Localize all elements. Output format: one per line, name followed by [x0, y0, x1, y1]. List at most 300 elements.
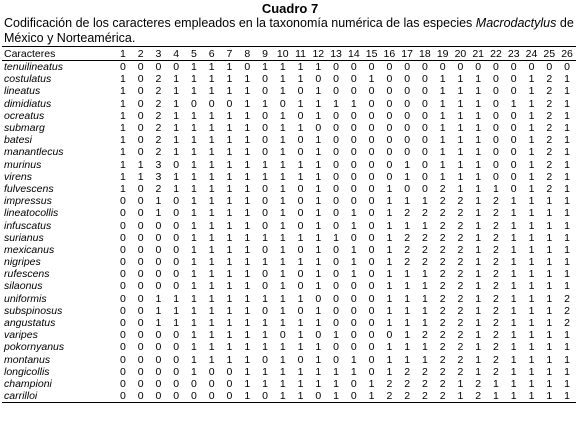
character-value: 0 [208, 97, 215, 110]
character-value: 1 [528, 231, 535, 244]
character-value: 0 [350, 280, 357, 293]
character-value: 1 [208, 317, 215, 330]
character-value: 0 [510, 158, 517, 171]
character-value: 1 [315, 353, 322, 366]
character-value: 1 [475, 329, 482, 342]
character-value: 1 [475, 207, 482, 220]
character-value: 0 [309, 390, 327, 403]
character-value: 1 [191, 195, 197, 208]
character-value: 1 [475, 231, 482, 244]
header-column-7: 7 [221, 47, 239, 61]
character-value: 1 [315, 256, 322, 269]
table-row [2, 122, 576, 134]
character-value: 0 [350, 61, 357, 74]
character-value: 0 [155, 353, 162, 366]
character-value: 0 [333, 85, 339, 98]
character-value: 1 [457, 134, 464, 147]
character-value: 1 [244, 195, 251, 208]
character-value: 1 [191, 243, 197, 256]
character-value: 1 [528, 317, 535, 330]
character-value: 1 [244, 268, 251, 281]
character-value: 0 [333, 182, 339, 195]
character-value: 0 [208, 365, 215, 378]
character-value: 1 [510, 243, 517, 256]
character-value: 1 [173, 182, 180, 195]
character-value: 2 [493, 353, 499, 366]
character-value: 0 [173, 231, 180, 244]
character-value: 0 [226, 97, 233, 110]
character-value: 1 [546, 207, 553, 220]
character-value: 1 [297, 170, 304, 183]
character-value: 0 [368, 317, 375, 330]
character-value: 1 [208, 146, 215, 159]
character-value: 0 [191, 377, 197, 390]
character-value: 1 [546, 268, 553, 281]
species-name: montanus [4, 353, 51, 366]
character-value: 1 [475, 219, 482, 232]
character-value: 1 [546, 353, 553, 366]
species-name: manantlecus [4, 146, 64, 159]
character-value: 0 [368, 122, 375, 135]
character-value: 0 [173, 353, 180, 366]
character-value: 1 [333, 97, 339, 110]
character-value: 0 [137, 134, 144, 147]
character-value: 1 [528, 97, 535, 110]
character-value: 2 [546, 146, 553, 159]
character-value: 1 [439, 134, 446, 147]
character-value: 1 [244, 365, 251, 378]
header-column-6: 6 [203, 47, 221, 61]
character-value: 1 [226, 85, 233, 98]
table-row [2, 378, 576, 390]
character-value: 0 [297, 207, 304, 220]
character-value: 1 [244, 158, 251, 171]
character-value: 0 [493, 146, 499, 159]
character-value: 1 [191, 170, 197, 183]
character-value: 2 [564, 317, 570, 330]
character-value: 1 [404, 268, 411, 281]
character-value: 0 [119, 317, 126, 330]
character-value: 1 [262, 158, 268, 171]
character-value: 1 [327, 390, 345, 403]
character-value: 1 [457, 73, 464, 86]
character-value: 1 [510, 195, 517, 208]
character-value: 0 [155, 243, 162, 256]
character-value: 1 [564, 219, 570, 232]
character-value: 0 [262, 353, 268, 366]
character-value: 1 [297, 365, 304, 378]
character-value: 1 [564, 134, 570, 147]
character-value: 1 [564, 353, 570, 366]
character-value: 1 [528, 170, 535, 183]
character-value: 1 [262, 365, 268, 378]
character-value: 2 [404, 256, 411, 269]
character-value: 1 [457, 97, 464, 110]
character-value: 1 [315, 146, 322, 159]
character-value: 0 [386, 170, 393, 183]
character-value: 1 [315, 207, 322, 220]
character-value: 0 [155, 365, 162, 378]
character-value: 1 [475, 85, 482, 98]
character-value: 0 [493, 109, 499, 122]
character-value: 2 [155, 97, 162, 110]
character-value: 0 [493, 122, 499, 135]
character-value: 1 [528, 292, 535, 305]
character-value: 0 [137, 207, 144, 220]
character-value: 1 [528, 109, 535, 122]
character-value: 2 [404, 231, 411, 244]
character-value: 0 [173, 243, 180, 256]
character-value: 0 [262, 268, 268, 281]
character-value: 0 [137, 97, 144, 110]
character-value: 1 [262, 317, 268, 330]
character-value: 0 [386, 146, 393, 159]
character-value: 2 [421, 243, 428, 256]
character-value: 0 [421, 109, 428, 122]
character-value: 1 [564, 170, 570, 183]
character-value: 0 [155, 280, 162, 293]
character-value: 2 [475, 377, 482, 390]
character-value: 0 [315, 329, 322, 342]
character-value: 0 [262, 207, 268, 220]
header-column-9: 9 [256, 47, 274, 61]
table-row [2, 85, 576, 97]
character-value: 0 [368, 170, 375, 183]
character-value: 0 [173, 61, 180, 74]
character-value: 1 [279, 377, 286, 390]
character-value: 1 [191, 122, 197, 135]
character-value: 1 [155, 207, 162, 220]
species-name: longicollis [4, 365, 50, 378]
character-value: 0 [368, 61, 375, 74]
character-value: 2 [493, 304, 499, 317]
character-value: 1 [244, 219, 251, 232]
character-value: 1 [546, 377, 553, 390]
character-value: 0 [368, 158, 375, 171]
header-column-25: 25 [540, 47, 558, 61]
character-value: 0 [262, 134, 268, 147]
character-value: 1 [279, 292, 286, 305]
character-value: 1 [279, 365, 286, 378]
character-value: 1 [546, 329, 553, 342]
character-value: 1 [226, 304, 233, 317]
character-value: 2 [434, 390, 452, 403]
character-value: 1 [297, 73, 304, 86]
character-value: 1 [173, 170, 180, 183]
table-row [2, 256, 576, 268]
character-value: 2 [493, 292, 499, 305]
character-value: 0 [368, 256, 375, 269]
character-value: 0 [119, 243, 126, 256]
table-body [2, 61, 576, 403]
character-value: 1 [386, 182, 393, 195]
table-row [2, 366, 576, 378]
character-value: 1 [475, 195, 482, 208]
character-value: 0 [368, 304, 375, 317]
character-value: 0 [421, 134, 428, 147]
character-value: 1 [173, 85, 180, 98]
character-value: 1 [279, 317, 286, 330]
character-value: 1 [386, 231, 393, 244]
character-value: 0 [510, 73, 517, 86]
character-value: 0 [262, 243, 268, 256]
character-value: 2 [155, 134, 162, 147]
character-value: 0 [315, 122, 322, 135]
character-value: 0 [203, 390, 221, 403]
character-value: 0 [297, 219, 304, 232]
character-value: 1 [137, 158, 144, 171]
character-value: 0 [350, 122, 357, 135]
character-value: 1 [226, 122, 233, 135]
character-value: 1 [244, 317, 251, 330]
character-value: 1 [564, 365, 570, 378]
character-value: 0 [297, 85, 304, 98]
character-value: 1 [404, 317, 411, 330]
character-value: 1 [528, 219, 535, 232]
table-row [2, 207, 576, 219]
character-value: 1 [226, 353, 233, 366]
header-column-8: 8 [238, 47, 256, 61]
character-value: 0 [119, 292, 126, 305]
character-value: 0 [493, 73, 499, 86]
character-value: 1 [173, 304, 180, 317]
character-value: 2 [493, 195, 499, 208]
character-value: 0 [221, 390, 239, 403]
character-value: 1 [510, 207, 517, 220]
character-value: 1 [528, 256, 535, 269]
header-column-2: 2 [132, 47, 150, 61]
character-value: 1 [475, 182, 482, 195]
table-header-row [2, 47, 576, 61]
character-value: 0 [421, 122, 428, 135]
character-value: 1 [262, 61, 268, 74]
character-value: 1 [421, 292, 428, 305]
character-value: 1 [386, 219, 393, 232]
character-value: 1 [208, 182, 215, 195]
character-value: 1 [475, 134, 482, 147]
character-value: 0 [262, 304, 268, 317]
character-value: 1 [564, 329, 570, 342]
character-value: 2 [155, 182, 162, 195]
character-value: 2 [421, 377, 428, 390]
character-value: 2 [439, 377, 446, 390]
character-value: 2 [439, 353, 446, 366]
character-value: 0 [333, 195, 339, 208]
character-value: 1 [173, 73, 180, 86]
character-value: 1 [439, 73, 446, 86]
character-value: 0 [137, 304, 144, 317]
character-value: 0 [173, 329, 180, 342]
character-value: 0 [421, 85, 428, 98]
character-value: 1 [404, 170, 411, 183]
species-name: rufescens [4, 268, 50, 281]
table-row [2, 98, 576, 110]
character-value: 1 [191, 146, 197, 159]
character-value: 0 [226, 377, 233, 390]
character-value: 1 [119, 134, 126, 147]
character-value: 0 [137, 292, 144, 305]
character-value: 2 [546, 97, 553, 110]
character-value: 0 [386, 134, 393, 147]
character-value: 1 [297, 329, 304, 342]
table-row [2, 341, 576, 353]
character-value: 1 [238, 390, 256, 403]
character-value: 1 [457, 85, 464, 98]
header-column-22: 22 [487, 47, 505, 61]
character-value: 0 [173, 195, 180, 208]
character-value: 1 [208, 109, 215, 122]
character-value: 1 [421, 304, 428, 317]
character-value: 1 [510, 317, 517, 330]
character-value: 0 [368, 219, 375, 232]
character-value: 1 [155, 292, 162, 305]
character-value: 2 [564, 304, 570, 317]
character-value: 1 [119, 170, 126, 183]
character-value: 2 [380, 390, 398, 403]
character-value: 0 [368, 231, 375, 244]
character-value: 1 [564, 377, 570, 390]
character-value: 1 [404, 353, 411, 366]
character-value: 1 [421, 195, 428, 208]
character-value: 1 [173, 317, 180, 330]
character-value: 1 [564, 158, 570, 171]
character-value: 1 [564, 243, 570, 256]
character-value: 1 [279, 304, 286, 317]
character-value: 2 [404, 377, 411, 390]
character-value: 2 [493, 243, 499, 256]
character-value: 1 [292, 390, 310, 403]
character-value: 1 [244, 182, 251, 195]
character-value: 0 [421, 158, 428, 171]
character-value: 2 [155, 109, 162, 122]
character-value: 0 [510, 182, 517, 195]
character-value: 1 [564, 182, 570, 195]
character-value: 1 [155, 317, 162, 330]
character-value: 0 [155, 341, 162, 354]
character-value: 1 [244, 207, 251, 220]
character-value: 0 [510, 85, 517, 98]
character-value: 1 [510, 219, 517, 232]
character-value: 2 [421, 329, 428, 342]
character-value: 1 [226, 170, 233, 183]
character-value: 0 [119, 304, 126, 317]
character-value: 1 [404, 341, 411, 354]
character-value: 1 [510, 365, 517, 378]
character-value: 1 [191, 268, 197, 281]
character-value: 1 [315, 97, 322, 110]
table-row [2, 159, 576, 171]
character-value: 2 [439, 317, 446, 330]
character-value: 0 [132, 390, 150, 403]
character-value: 0 [510, 170, 517, 183]
species-name: nigripes [4, 256, 41, 269]
character-value: 1 [274, 390, 292, 403]
species-name: dimidiatus [4, 97, 52, 110]
character-value: 0 [421, 170, 428, 183]
character-value: 2 [493, 317, 499, 330]
character-value: 0 [350, 73, 357, 86]
character-value: 0 [368, 243, 375, 256]
character-value: 1 [208, 353, 215, 366]
character-value: 0 [262, 122, 268, 135]
character-value: 1 [262, 341, 268, 354]
character-value: 1 [475, 122, 482, 135]
header-column-3: 3 [150, 47, 168, 61]
character-value: 0 [333, 73, 339, 86]
character-value: 1 [119, 182, 126, 195]
character-value: 0 [333, 292, 339, 305]
character-value: 1 [546, 341, 553, 354]
character-value: 1 [350, 219, 357, 232]
character-value: 0 [404, 97, 411, 110]
character-value: 0 [119, 256, 126, 269]
character-value: 1 [226, 256, 233, 269]
character-value: 1 [226, 341, 233, 354]
character-value: 1 [244, 122, 251, 135]
character-value: 1 [439, 109, 446, 122]
character-value: 1 [475, 365, 482, 378]
character-value: 1 [564, 268, 570, 281]
table-row [2, 219, 576, 231]
character-value: 1 [315, 134, 322, 147]
character-value: 1 [386, 365, 393, 378]
header-column-26: 26 [558, 47, 576, 61]
species-name: murinus [4, 158, 42, 171]
table-row [2, 61, 576, 74]
character-value: 1 [173, 146, 180, 159]
species-name: infuscatus [4, 219, 52, 232]
character-value: 2 [439, 195, 446, 208]
character-value: 0 [137, 85, 144, 98]
header-column-15: 15 [363, 47, 381, 61]
character-value: 0 [137, 317, 144, 330]
character-value: 1 [279, 85, 286, 98]
character-value: 1 [119, 109, 126, 122]
character-value: 1 [191, 317, 197, 330]
table-row [2, 183, 576, 195]
character-value: 1 [350, 365, 357, 378]
character-value: 2 [421, 207, 428, 220]
character-value: 1 [297, 317, 304, 330]
character-value: 1 [191, 353, 197, 366]
character-value: 0 [368, 195, 375, 208]
character-value: 0 [368, 207, 375, 220]
character-value: 1 [523, 390, 541, 403]
character-value: 2 [439, 219, 446, 232]
character-value: 1 [173, 122, 180, 135]
character-value: 0 [333, 219, 339, 232]
character-value: 1 [244, 134, 251, 147]
character-value: 1 [350, 207, 357, 220]
character-value: 1 [226, 243, 233, 256]
character-value: 2 [421, 231, 428, 244]
character-value: 1 [475, 341, 482, 354]
character-value: 0 [137, 353, 144, 366]
header-column-5: 5 [185, 47, 203, 61]
character-value: 0 [173, 256, 180, 269]
character-value: 2 [457, 304, 464, 317]
character-value: 1 [279, 207, 286, 220]
character-value: 1 [208, 231, 215, 244]
character-value: 1 [279, 73, 286, 86]
character-value: 0 [546, 61, 553, 74]
character-value: 0 [475, 61, 482, 74]
character-value: 1 [475, 158, 482, 171]
character-value: 0 [137, 219, 144, 232]
character-value: 1 [350, 268, 357, 281]
character-value: 0 [173, 158, 180, 171]
character-value: 1 [191, 73, 197, 86]
